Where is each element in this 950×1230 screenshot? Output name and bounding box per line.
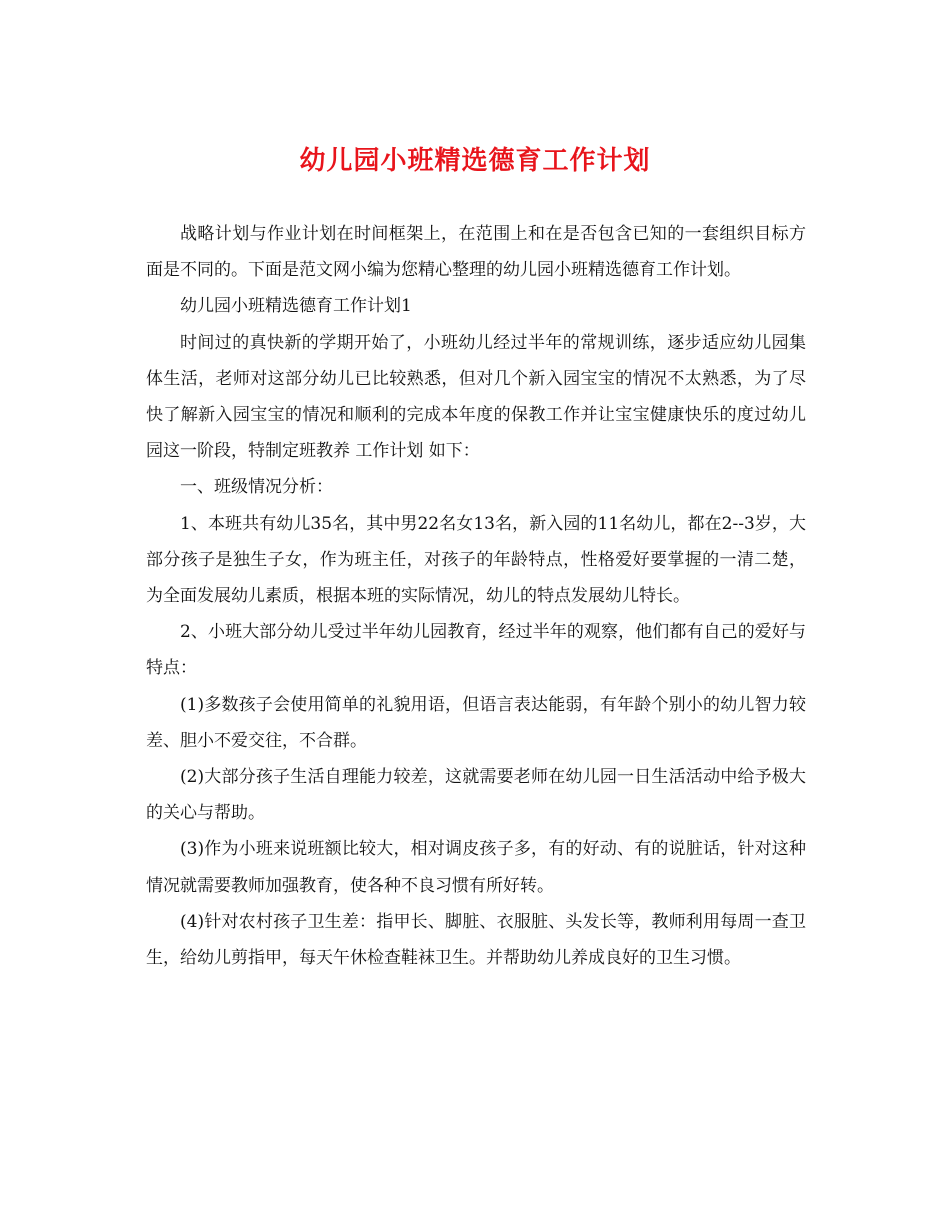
document-body — [146, 216, 806, 976]
paragraph-subitem-1: (1)多数孩子会使用简单的礼貌用语，但语言表达能弱，有年龄个别小的幼儿智力较差、胆小不爱交往，不合群。 — [146, 694, 806, 751]
paragraph-intro: 战略计划与作业计划在时间框架上，在范围上和在是否包含已知的一套组织目标方面是不同的。下面是范文网小编为您精心整理的幼儿园小班精选德育工作计划。 — [146, 224, 806, 281]
paragraph-plan-heading: 幼儿园小班精选德育工作计划1 — [180, 296, 412, 317]
paragraph-item-2: 2、小班大部分幼儿受过半年幼儿园教育，经过半年的观察，他们都有自己的爱好与特点： — [146, 622, 806, 679]
paragraph-overview: 时间过的真快新的学期开始了，小班幼儿经过半年的常规训练，逐步适应幼儿园集体生活，老师对这部分幼儿已比较熟悉，但对几个新入园宝宝的情况不太熟悉，为了尽快了解新入园宝宝的情况和顺利的完成本年度的保教工作并让宝宝健康快乐的度过幼儿园这一阶段，特制定班教养 工作计划 如下： — [146, 332, 806, 462]
paragraph-subitem-3: (3)作为小班来说班额比较大，相对调皮孩子多，有的好动、有的说脏话，针对这种情况就需要教师加强教育，使各种不良习惯有所好转。 — [146, 839, 806, 896]
paragraph-subitem-2: (2)大部分孩子生活自理能力较差，这就需要老师在幼儿园一日生活活动中给予极大的关心与帮助。 — [146, 767, 806, 824]
document-title: 幼儿园小班精选德育工作计划 — [299, 146, 651, 176]
paragraph-subitem-4: (4)针对农村孩子卫生差：指甲长、脚脏、衣服脏、头发长等，教师利用每周一查卫生，给幼儿剪指甲，每天午休检查鞋袜卫生。并帮助幼儿养成良好的卫生习惯。 — [146, 911, 806, 969]
paragraph-item-1: 1、本班共有幼儿35名，其中男22名女13名，新入园的11名幼儿，都在2--3岁，大部分孩子是独生子女，作为班主任，对孩子的年龄特点，性格爱好要掌握的一清二楚，为全面发展幼儿素质，根据本班的实际情况，幼儿的特点发展幼儿特长。 — [146, 513, 806, 607]
paragraph-section-heading: 一、班级情况分析： — [180, 477, 333, 498]
